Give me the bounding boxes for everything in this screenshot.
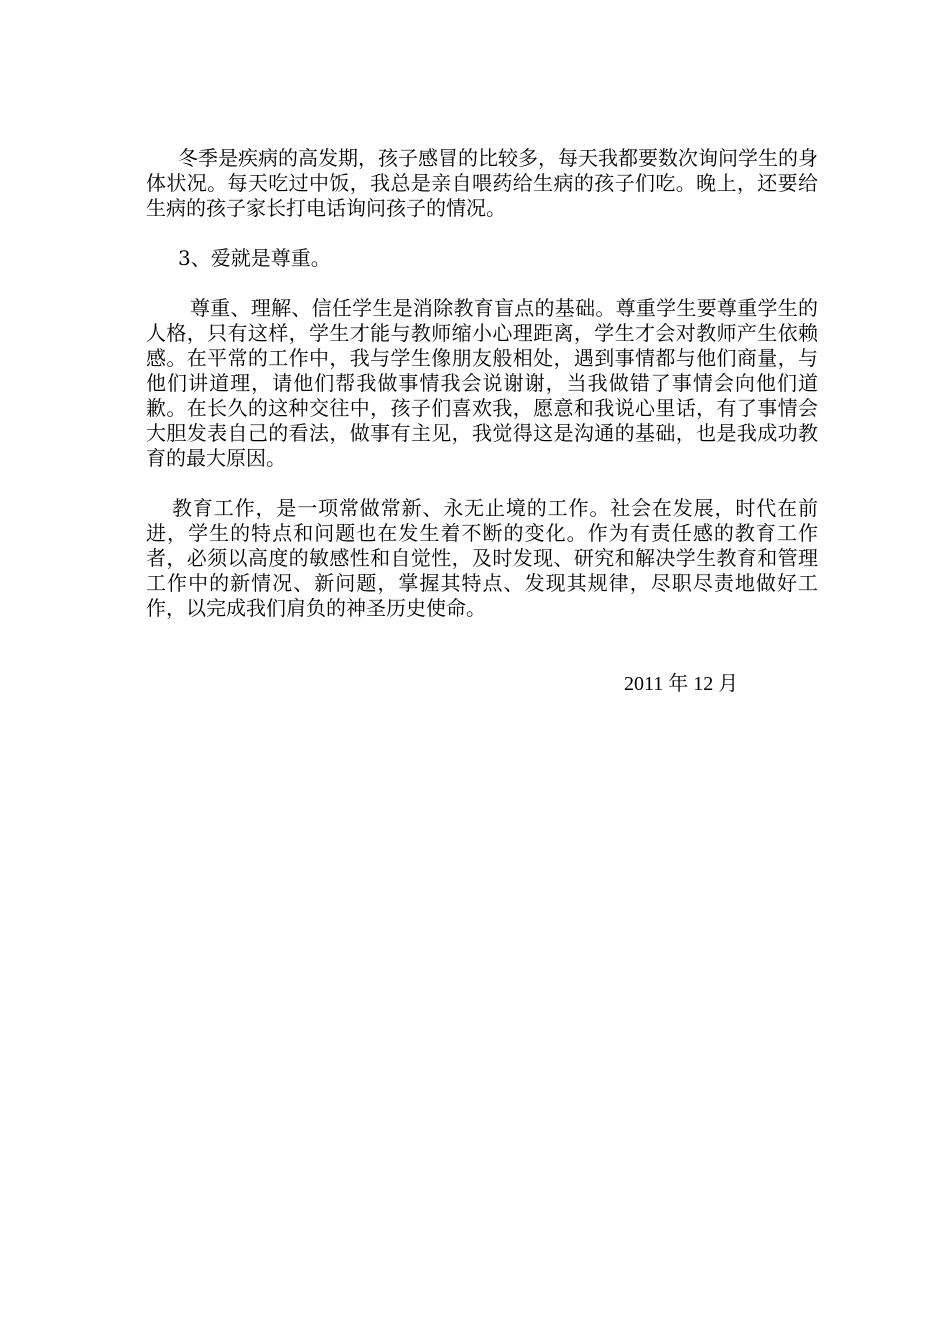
paragraph-respect: 尊重、理解、信任学生是消除教育盲点的基础。尊重学生要尊重学生的人格，只有这样，学生才能与教师缩小心理距离，学生才会对教师产生依赖感。在平常的工作中，我与学生像朋友般相处，遇到事情都与他们商量，与他们讲道理，请他们帮我做事情我会说谢谢，当我做错了事情会向他们道歉。在长久的这种交往中，孩子们喜欢我，愿意和我说心里话，有了事情会大胆发表自己的看法，做事有主见，我觉得这是沟通的基础，也是我成功教育的最大原因。	[146, 296, 818, 470]
document-date: 2011 年 12 月	[624, 673, 739, 695]
paragraph-conclusion: 教育工作，是一项常做常新、永无止境的工作。社会在发展，时代在前进，学生的特点和问题也在发生着不断的变化。作为有责任感的教育工作者，必须以高度的敏感性和自觉性，及时发现、研究和解决学生教育和管理工作中的新情况、新问题，掌握其特点、发现其规律，尽职尽责地做好工作，以完成我们肩负的神圣历史使命。	[146, 496, 818, 620]
document-body	[146, 146, 818, 646]
section-heading-respect: 3、爱就是尊重。	[178, 246, 331, 270]
paragraph-winter-care: 冬季是疾病的高发期，孩子感冒的比较多，每天我都要数次询问学生的身体状况。每天吃过中饭，我总是亲自喂药给生病的孩子们吃。晚上，还要给生病的孩子家长打电话询问孩子的情况。	[146, 146, 818, 220]
